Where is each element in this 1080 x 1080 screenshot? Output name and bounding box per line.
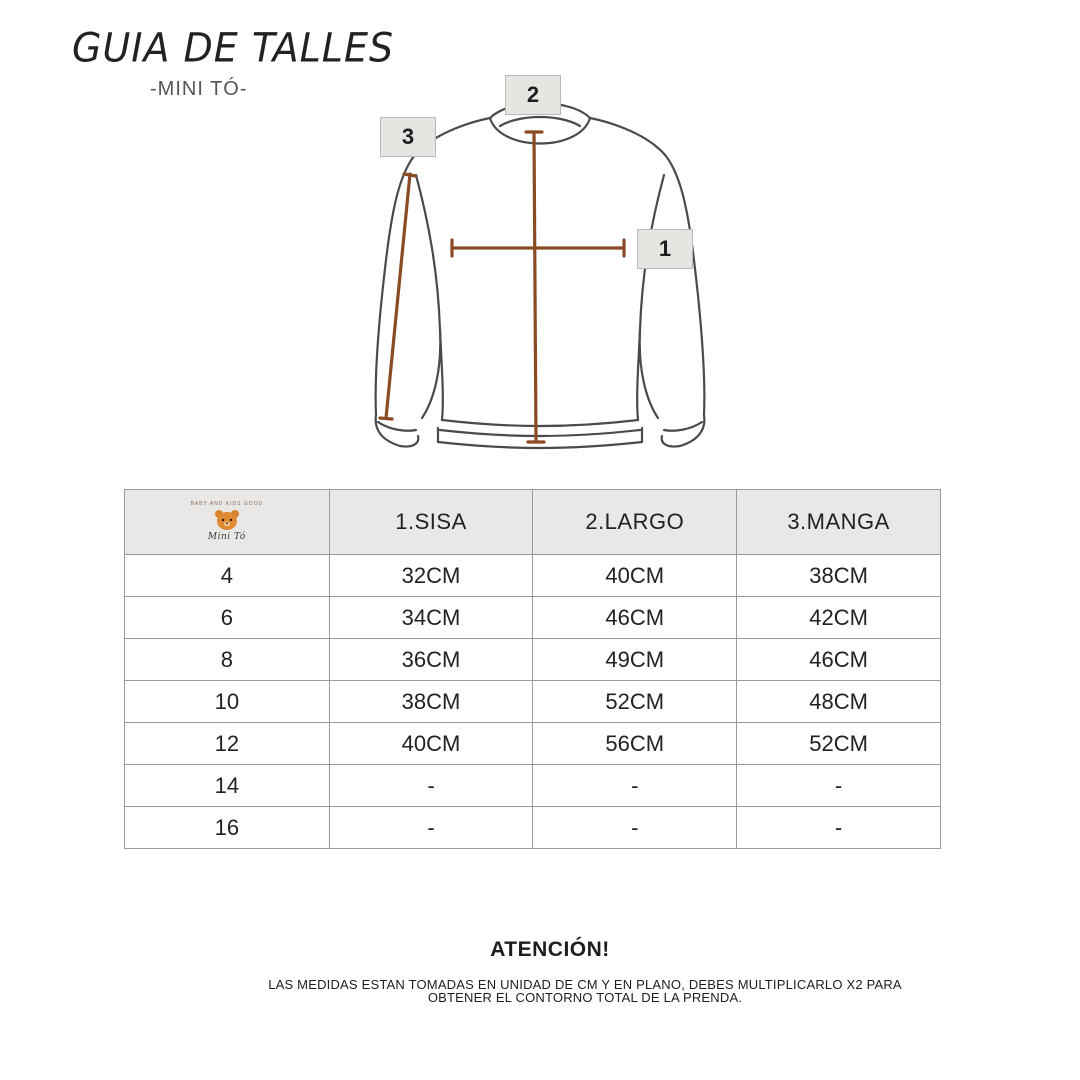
table-row — [125, 681, 941, 723]
sisa-cell: 38CM — [329, 681, 533, 723]
size-cell: 6 — [125, 597, 330, 639]
size-cell: 4 — [125, 555, 330, 597]
table-row — [125, 597, 941, 639]
largo-cell: 49CM — [533, 639, 737, 681]
table-row — [125, 555, 941, 597]
sisa-cell: 32CM — [329, 555, 533, 597]
label-box-1: 1 — [637, 229, 693, 269]
table-header-row — [125, 490, 941, 555]
size-cell: 12 — [125, 723, 330, 765]
attention-line-1: LAS MEDIDAS ESTAN TOMADAS EN UNIDAD DE CM Y EN PLANO, DEBES MULTIPLICARLO X2 PARA — [268, 977, 902, 992]
header-sisa: 1.SISA — [329, 490, 533, 555]
manga-cell: - — [737, 807, 941, 849]
logo-brand-text: Mini Tó — [207, 532, 246, 542]
bear-face-icon — [214, 509, 240, 531]
manga-cell: 42CM — [737, 597, 941, 639]
label-box-3: 3 — [380, 117, 436, 157]
attention-line-2: OBTENER EL CONTORNO TOTAL DE LA PRENDA. — [427, 990, 743, 1005]
table-row — [125, 639, 941, 681]
largo-cell: 52CM — [533, 681, 737, 723]
size-cell: 14 — [125, 765, 330, 807]
size-cell: 10 — [125, 681, 330, 723]
header-manga: 3.MANGA — [737, 490, 941, 555]
sisa-cell: 34CM — [329, 597, 533, 639]
manga-cell: - — [737, 765, 941, 807]
manga-cell: 48CM — [737, 681, 941, 723]
sisa-cell: 40CM — [329, 723, 533, 765]
size-cell: 16 — [125, 807, 330, 849]
brand-logo — [125, 502, 329, 542]
logo-cell — [125, 490, 330, 555]
attention-text — [220, 978, 950, 1004]
sisa-cell: - — [329, 807, 533, 849]
header-largo: 2.LARGO — [533, 490, 737, 555]
largo-cell: 40CM — [533, 555, 737, 597]
size-cell: 8 — [125, 639, 330, 681]
page-subtitle: -MINI TÓ- — [150, 78, 248, 100]
manga-cell: 52CM — [737, 723, 941, 765]
sisa-cell: - — [329, 765, 533, 807]
table-row — [125, 765, 941, 807]
largo-cell: - — [533, 807, 737, 849]
page-title: GUIA DE TALLES — [72, 24, 395, 72]
table-row — [125, 723, 941, 765]
sisa-cell: 36CM — [329, 639, 533, 681]
manga-cell: 46CM — [737, 639, 941, 681]
table-row — [125, 807, 941, 849]
logo-arc-text: BABY AND KIDS GOOD — [190, 501, 264, 507]
manga-cell: 38CM — [737, 555, 941, 597]
size-table — [124, 489, 941, 849]
largo-cell: 46CM — [533, 597, 737, 639]
attention-heading: ATENCIÓN! — [490, 938, 610, 961]
label-box-2: 2 — [505, 75, 561, 115]
largo-cell: - — [533, 765, 737, 807]
largo-cell: 56CM — [533, 723, 737, 765]
